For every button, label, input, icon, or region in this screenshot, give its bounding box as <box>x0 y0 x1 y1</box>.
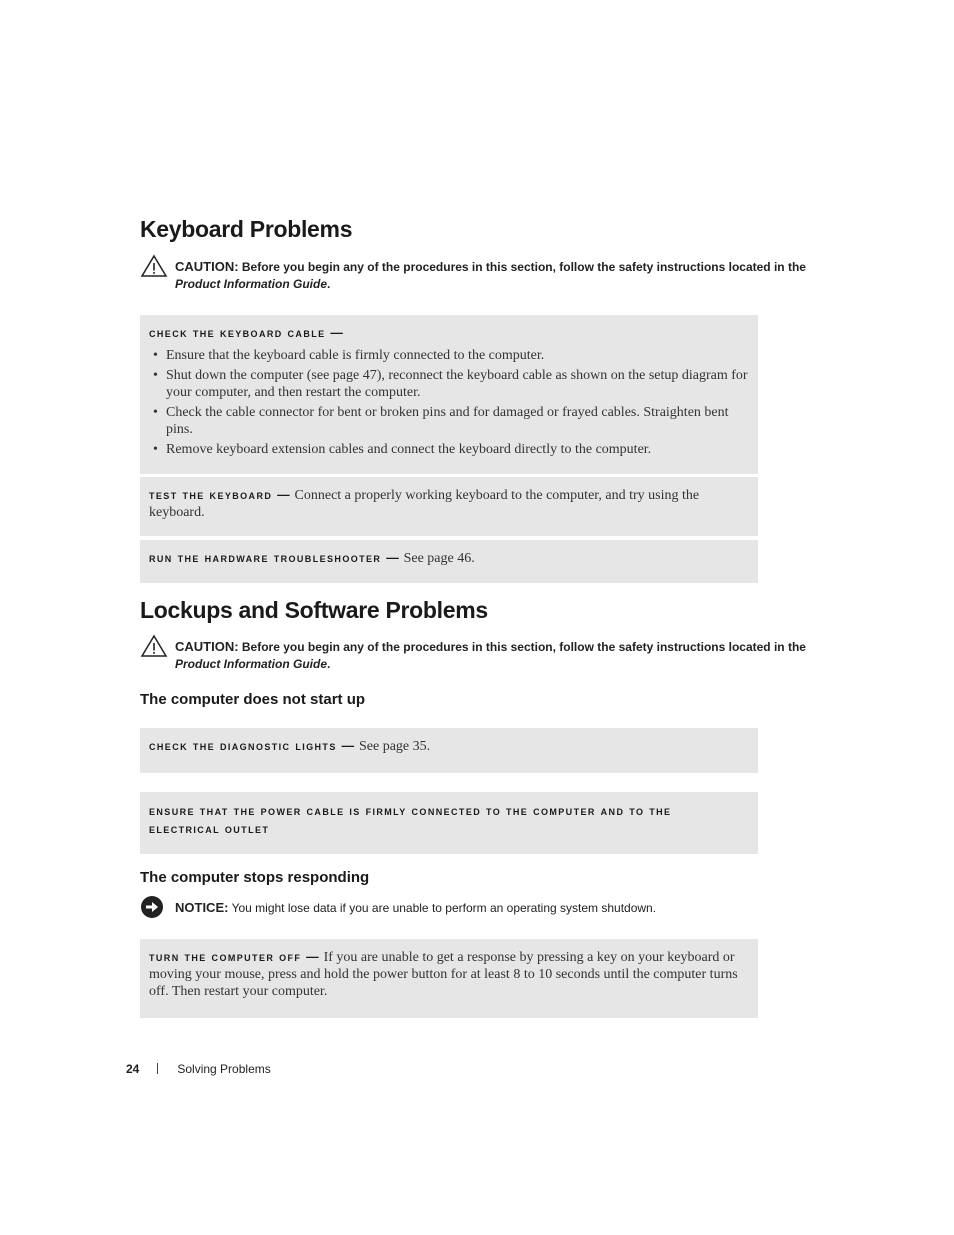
turn-computer-off-box <box>140 939 758 1018</box>
caution-guide-title: Product Information Guide <box>175 657 327 671</box>
check-diagnostic-lights-box <box>140 728 758 773</box>
footer-divider <box>157 1063 158 1074</box>
test-keyboard-box <box>140 477 758 536</box>
caution-triangle-icon <box>140 254 168 283</box>
subsection-title-stops-responding: The computer stops responding <box>140 869 370 886</box>
caution-label: CAUTION: <box>175 639 239 654</box>
caution-text: Before you begin any of the procedures in this section, follow the safety instructions located in the <box>241 260 806 274</box>
section-title-lockups: Lockups and Software Problems <box>140 597 488 623</box>
check-keyboard-cable-list <box>149 347 749 458</box>
ensure-power-cable-heading: ensure that the power cable is firmly connected to the computer and to the electrical outlet <box>149 804 672 836</box>
ensure-power-cable-box <box>140 792 758 854</box>
notice-text: You might lose data if you are unable to perform an operating system shutdown. <box>231 901 657 915</box>
caution-text: Before you begin any of the procedures in this section, follow the safety instructions located in the <box>241 640 806 654</box>
caution-guide-title: Product Information Guide <box>175 277 327 291</box>
caution-lockups: CAUTION: Before you begin any of the procedures in this section, follow the safety instructions located in the Product Information Guide. <box>140 638 820 673</box>
run-troubleshooter-box <box>140 540 758 583</box>
notice-data-loss <box>140 899 820 917</box>
section-title-keyboard: Keyboard Problems <box>140 216 353 242</box>
list-item: • Remove keyboard extension cables and connect the keyboard directly to the computer. <box>149 441 749 458</box>
notice-label: NOTICE: <box>175 900 229 915</box>
page-number: 24 <box>126 1062 140 1076</box>
check-diagnostic-lights-heading: check the diagnostic lights — <box>149 739 356 753</box>
caution-label: CAUTION: <box>175 259 239 274</box>
notice-arrow-icon <box>140 895 164 924</box>
list-item: • Ensure that the keyboard cable is firmly connected to the computer. <box>149 347 749 364</box>
check-diagnostic-lights-text: See page 35. <box>359 739 431 754</box>
run-troubleshooter-heading: run the hardware troubleshooter — <box>149 551 401 565</box>
caution-triangle-icon <box>140 634 168 663</box>
run-troubleshooter-text: See page 46. <box>403 551 475 566</box>
check-keyboard-cable-box <box>140 315 758 474</box>
list-item: • Check the cable connector for bent or broken pins and for damaged or frayed cables. Straighten bent pins. <box>149 404 749 438</box>
turn-computer-off-text: If you are unable to get a response by pressing a key on your keyboard or moving your mouse, press and hold the power button for at least 8 to 10 seconds until the computer turns off. Then restart your computer. <box>149 950 738 999</box>
caution-keyboard: CAUTION: Before you begin any of the procedures in this section, follow the safety instructions located in the Product Information Guide. <box>140 258 820 293</box>
subsection-title-not-start: The computer does not start up <box>140 691 366 708</box>
list-item: • Shut down the computer (see page 47), reconnect the keyboard cable as shown on the setup diagram for your computer, and then restart the computer. <box>149 367 749 401</box>
test-keyboard-text: Connect a properly working keyboard to the computer, and try using the keyboard. <box>149 488 700 520</box>
turn-computer-off-heading: turn the computer off — <box>149 950 321 964</box>
footer-section-name: Solving Problems <box>177 1062 271 1076</box>
test-keyboard-heading: test the keyboard — <box>149 488 292 502</box>
check-keyboard-cable-heading: check the keyboard cable — <box>149 326 345 340</box>
page-footer <box>126 1062 271 1076</box>
